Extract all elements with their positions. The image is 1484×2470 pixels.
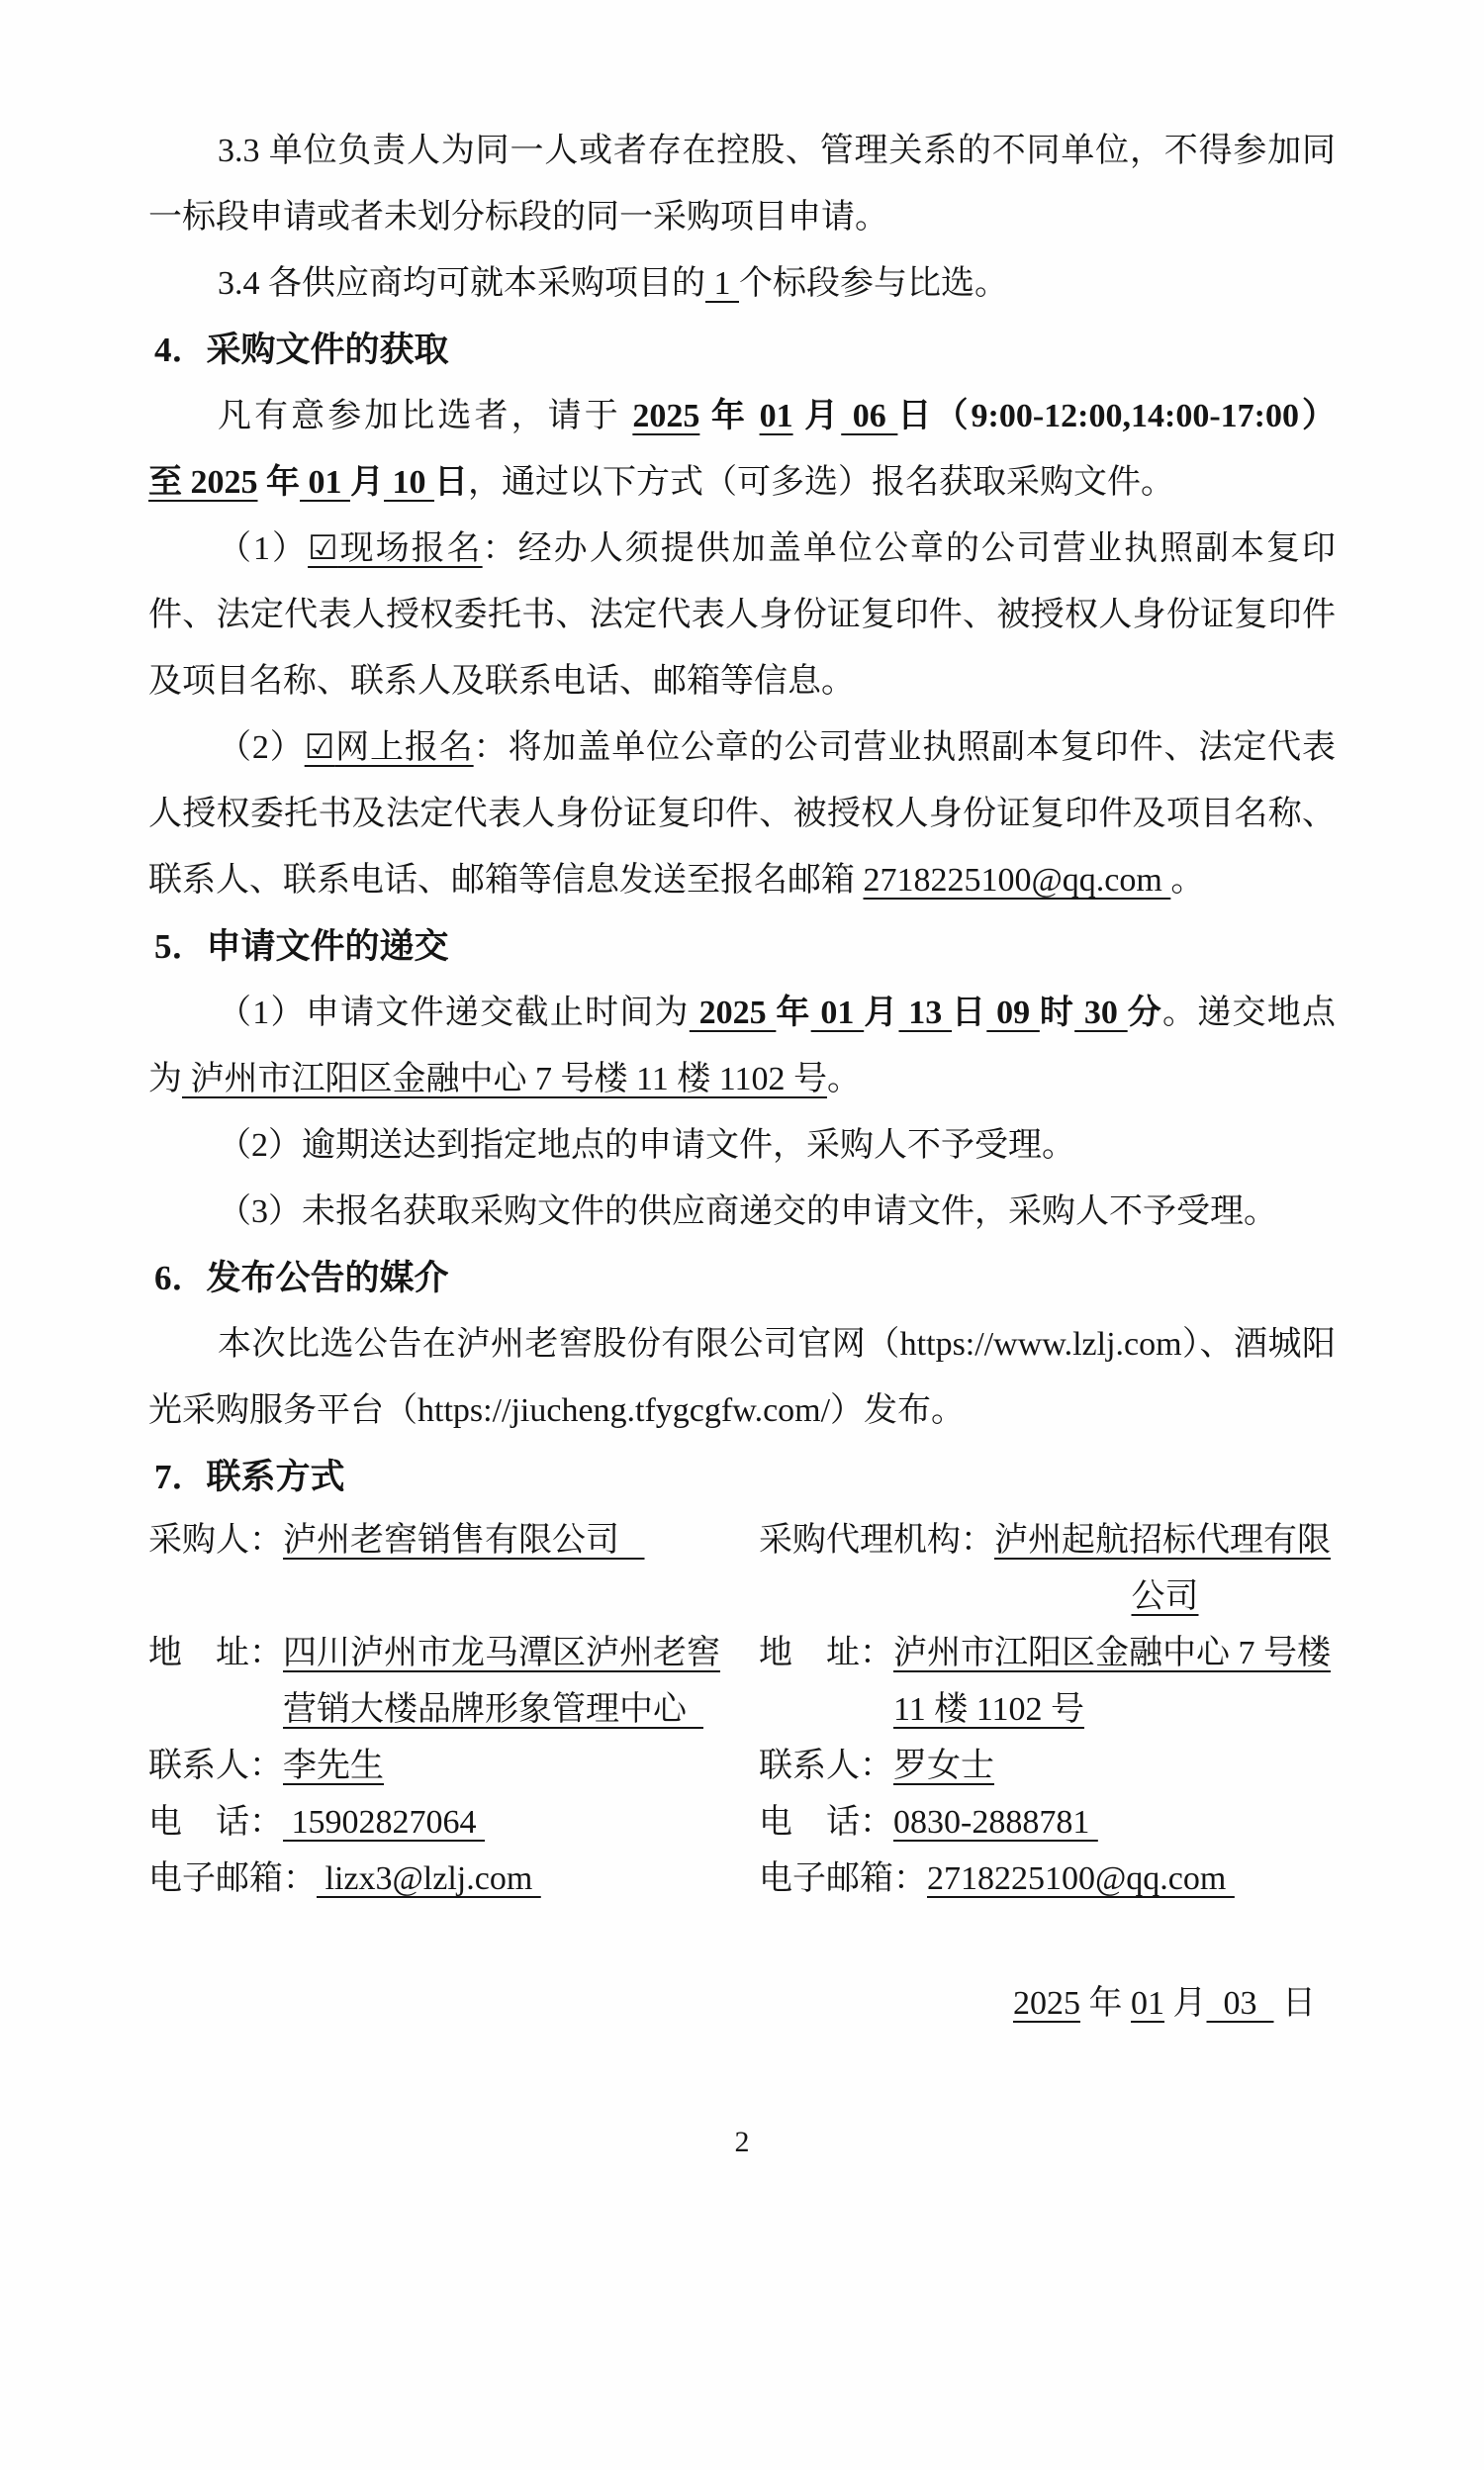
day-label: 日	[952, 995, 987, 1031]
onsite-registration-label: 现场报名	[337, 530, 483, 567]
year-label: 年	[257, 464, 300, 501]
issue-date-year: 2025	[1013, 1985, 1080, 2022]
registration-email-value: 2718225100@qq.com	[863, 862, 1171, 899]
clause-3-4-post: 个标段参与比选。	[739, 265, 1008, 302]
registration-start-year: 2025	[632, 398, 700, 434]
day-label: 日	[1273, 1985, 1316, 2022]
announcement-media-paragraph: 本次比选公告在泸州老窖股份有限公司官网（https://www.lzlj.com）、酒城阳光采购服务平台（https://jiucheng.tfygcgfw.com/）发布。	[148, 1326, 1336, 1429]
page-number: 2	[734, 2126, 750, 2158]
agent-address-row	[759, 1625, 1336, 1738]
contact-row-emails	[148, 1851, 1336, 1907]
checkbox-checked-icon: ☑	[308, 530, 338, 567]
section-4-heading: 4．采购文件的获取	[154, 331, 449, 369]
online-registration-label: 网上报名	[334, 729, 474, 766]
agent-address-line2: 11 楼 1102 号	[893, 1691, 1084, 1728]
buyer-name-row	[148, 1512, 759, 1568]
contact-row-persons	[148, 1738, 1336, 1794]
late-submission-paragraph: （2）逾期送达到指定地点的申请文件，采购人不予受理。	[218, 1127, 1075, 1164]
buyer-contact-label: 联系人：	[148, 1748, 283, 1784]
clause-3-4-pre: 3.4 各供应商均可就本采购项目的	[218, 265, 705, 302]
registration-start-month: 01	[759, 398, 793, 434]
lot-count-value: 1	[705, 265, 739, 302]
section-5-heading: 5．申请文件的递交	[154, 927, 449, 966]
agent-name-row	[759, 1512, 1336, 1625]
deadline-hour: 09	[986, 995, 1040, 1031]
hour-label: 时	[1039, 995, 1075, 1031]
buyer-contact-value: 李先生	[283, 1748, 384, 1784]
buyer-phone-row	[148, 1794, 759, 1851]
sentence-end: 。	[1170, 862, 1205, 899]
registration-end-year: 至 2025	[148, 464, 258, 501]
issue-date-day: 03	[1206, 1985, 1274, 2022]
year-label: 年	[1080, 1985, 1131, 2022]
month-label: 月	[1164, 1985, 1207, 2022]
deadline-month: 01	[810, 995, 865, 1031]
unregistered-submission-paragraph: （3）未报名获取采购文件的供应商递交的申请文件，采购人不予受理。	[218, 1193, 1277, 1230]
buyer-phone-label: 电 话：	[148, 1804, 283, 1841]
day-label: 日	[434, 464, 468, 501]
registration-hours: （9:00-12:00,14:00-17:00）	[934, 398, 1337, 434]
online-registration-paragraph	[148, 714, 1336, 913]
agent-address-line1: 泸州市江阳区金融中心 7 号楼	[893, 1635, 1331, 1671]
year-label: 年	[776, 995, 811, 1031]
registration-post: ，通过以下方式（可多选）报名获取采购文件。	[468, 464, 1174, 501]
registration-end-day: 10	[384, 464, 434, 501]
month-label: 月	[350, 464, 384, 501]
registration-period-paragraph	[148, 383, 1336, 516]
month-label: 月	[792, 398, 842, 434]
contact-row-phones	[148, 1794, 1336, 1851]
day-label: 日	[897, 398, 935, 434]
section-6-heading: 6．发布公告的媒介	[154, 1259, 449, 1297]
issue-date-line	[148, 1970, 1336, 2037]
deadline-day: 13	[898, 995, 953, 1031]
agent-address-label: 地 址：	[759, 1635, 893, 1671]
issue-date-month: 01	[1131, 1985, 1164, 2022]
contact-section	[148, 1512, 1336, 1907]
onsite-registration-body: ：经办人须提供加盖单位公章的公司营业执照副本复印件、法定代表人授权委托书、法定代表人身份证复印件、被授权人身份证复印件及项目名称、联系人及联系电话、邮箱等信息。	[148, 530, 1337, 700]
agent-email-row	[759, 1851, 1336, 1907]
agent-contact-row	[759, 1738, 1336, 1794]
agent-name-value-line2: 公司	[1131, 1578, 1199, 1615]
registration-start-day: 06	[841, 398, 898, 434]
sentence-end: 。	[826, 1061, 861, 1097]
month-label: 月	[864, 995, 899, 1031]
clause-3-4	[148, 250, 1336, 317]
online-registration-body: ：将加盖单位公章的公司营业执照副本复印件、法定代表人授权委托书及法定代表人身份证复印件、被授权人身份证复印件及项目名称、联系人、联系电话、邮箱等信息发送至报名邮箱	[148, 729, 1337, 899]
deadline-mid: 。递交地点为	[148, 995, 1337, 1097]
agent-contact-value: 罗女士	[893, 1748, 994, 1784]
agent-name-value-line1: 泸州起航招标代理有限	[994, 1522, 1331, 1559]
agent-label: 采购代理机构：	[759, 1522, 994, 1559]
contact-row-names	[148, 1512, 1336, 1625]
buyer-name-value: 泸州老窖销售有限公司	[283, 1522, 645, 1559]
buyer-address-label: 地 址：	[148, 1635, 283, 1671]
deadline-pre: （1）申请文件递交截止时间为	[218, 995, 690, 1031]
clause-3-3: 3.3 单位负责人为同一人或者存在控股、管理关系的不同单位，不得参加同一标段申请或者未划分标段的同一采购项目申请。	[148, 133, 1336, 236]
buyer-address-line1: 四川泸州市龙马潭区泸州老窖	[283, 1635, 720, 1671]
agent-email-label: 电子邮箱：	[759, 1860, 927, 1897]
registration-end-month: 01	[300, 464, 350, 501]
item-number: （1）	[218, 530, 309, 567]
buyer-phone-value: 15902827064	[283, 1804, 485, 1841]
agent-phone-row	[759, 1794, 1336, 1851]
buyer-address-line2: 营销大楼品牌形象管理中心	[283, 1691, 703, 1728]
buyer-label: 采购人：	[148, 1522, 283, 1559]
onsite-registration-paragraph	[148, 516, 1336, 714]
year-label: 年	[699, 398, 760, 434]
section-7-heading: 7．联系方式	[154, 1458, 345, 1496]
agent-phone-label: 电 话：	[759, 1804, 893, 1841]
deadline-year: 2025	[689, 995, 777, 1031]
deadline-minute: 30	[1074, 995, 1128, 1031]
minute-label: 分	[1127, 995, 1162, 1031]
buyer-email-label: 电子邮箱：	[148, 1860, 317, 1897]
buyer-address-row	[148, 1625, 759, 1738]
agent-contact-label: 联系人：	[759, 1748, 893, 1784]
contact-row-addresses	[148, 1625, 1336, 1738]
buyer-email-value: lizx3@lzlj.com	[317, 1860, 541, 1897]
buyer-email-row	[148, 1851, 759, 1907]
checkbox-checked-icon: ☑	[304, 729, 335, 766]
agent-email-value: 2718225100@qq.com	[927, 1860, 1235, 1897]
agent-phone-value: 0830-2888781	[893, 1804, 1098, 1841]
submission-deadline-paragraph	[148, 980, 1336, 1112]
submission-location-value: 泸州市江阳区金融中心 7 号楼 11 楼 1102 号	[182, 1061, 827, 1097]
registration-pre: 凡有意参加比选者，请于	[218, 398, 633, 434]
buyer-contact-row	[148, 1738, 759, 1794]
item-number: （2）	[218, 729, 305, 766]
